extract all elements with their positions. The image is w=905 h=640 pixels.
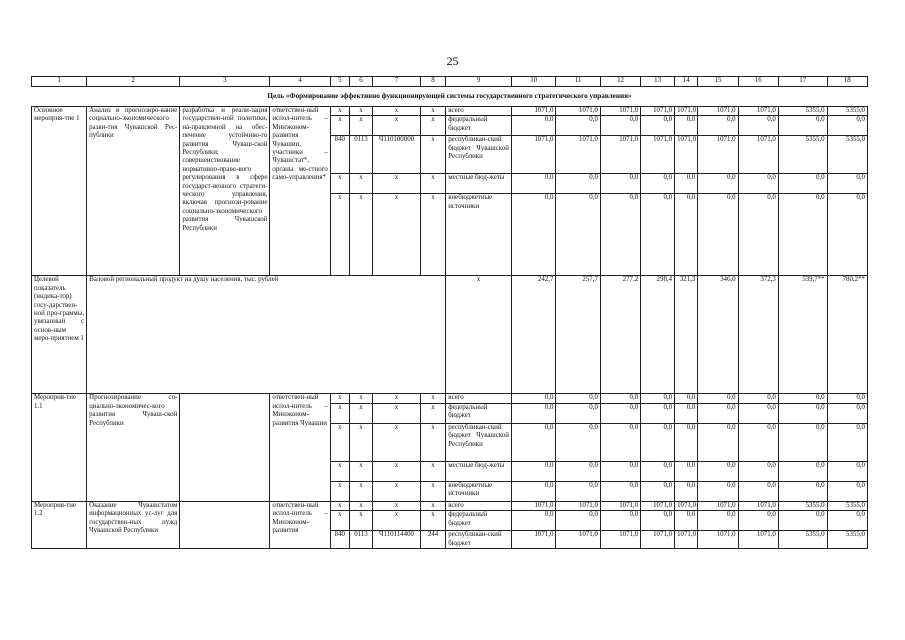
funding-row (32, 501, 868, 510)
grbs-code: x (330, 423, 349, 461)
column-number: 8 (420, 77, 445, 87)
funding-value: 0,0 (511, 461, 556, 481)
column-number: 17 (778, 77, 827, 87)
funding-row (32, 394, 868, 403)
funding-value: 0,0 (675, 116, 698, 136)
funding-value: 0,0 (675, 511, 698, 531)
funding-value: 1071,0 (641, 531, 675, 549)
funding-value: 0,0 (511, 174, 556, 194)
funding-value: 0,0 (827, 194, 867, 276)
section-code: x (349, 461, 372, 481)
column-number: 16 (738, 77, 778, 87)
funding-value: 1071,0 (738, 531, 778, 549)
funding-value: 0,0 (778, 194, 827, 276)
indicator-row (32, 276, 868, 394)
funding-value: 5355,0 (827, 531, 867, 549)
table-body (32, 77, 868, 549)
funding-value: 0,0 (511, 481, 556, 501)
funding-value: 1071,0 (698, 107, 738, 116)
funding-value: 0,0 (600, 461, 640, 481)
funding-value: 1071,0 (675, 531, 698, 549)
expense-type-code: x (420, 403, 445, 423)
indicator-unit-mark: x (446, 276, 512, 394)
funding-value: 1071,0 (600, 501, 640, 510)
indicator-value: 346,0 (698, 276, 738, 394)
funding-value: 0,0 (827, 403, 867, 423)
funding-value: 0,0 (778, 394, 827, 403)
funding-value: 5355,0 (778, 136, 827, 174)
page-number: 25 (446, 54, 459, 68)
section-code: x (349, 481, 372, 501)
funding-source: республикан-ский бюджет Чувашской Республики (446, 423, 512, 461)
program-table (31, 76, 868, 549)
funding-value: 0,0 (698, 116, 738, 136)
expense-type-code: x (420, 423, 445, 461)
funding-source: местные бюд-жеты (446, 461, 512, 481)
grbs-code: x (330, 107, 349, 116)
indicator-name: Целевой показатель (индика-тор) госу-дарствен-ной про-граммы, увязанный с основ-ным меро-приятием 1 (32, 276, 87, 394)
funding-value: 0,0 (675, 174, 698, 194)
funding-value: 0,0 (511, 116, 556, 136)
funding-value: 0,0 (738, 394, 778, 403)
target-article-code: x (373, 116, 421, 136)
funding-value: 0,0 (698, 481, 738, 501)
target-article-code: x (373, 511, 421, 531)
funding-value: 0,0 (675, 394, 698, 403)
expense-type-code: 244 (420, 531, 445, 549)
funding-value: 1071,0 (698, 501, 738, 510)
activity-title: Анализ и прогнозиро-вание социально-экономического разви-тия Чувашской Рес-публики (87, 107, 180, 276)
column-number: 2 (87, 77, 180, 87)
funding-value: 0,0 (778, 481, 827, 501)
funding-value: 0,0 (600, 174, 640, 194)
funding-value: 0,0 (641, 174, 675, 194)
funding-value: 5355,0 (778, 531, 827, 549)
expense-type-code: x (420, 511, 445, 531)
activity-name: Основное мероприя-тие 1 (32, 107, 87, 276)
activity-title: Оказание Чувашстатом информационных ус-луг для государствен-ных нужд Чувашской Республики (87, 501, 180, 548)
column-number: 13 (641, 77, 675, 87)
column-number: 5 (330, 77, 349, 87)
funding-value: 0,0 (827, 461, 867, 481)
funding-value: 1071,0 (698, 136, 738, 174)
funding-value: 0,0 (556, 481, 601, 501)
expense-type-code: x (420, 174, 445, 194)
funding-source: всего (446, 394, 512, 403)
funding-value: 0,0 (675, 481, 698, 501)
funding-value: 0,0 (600, 116, 640, 136)
grbs-code: x (330, 174, 349, 194)
expense-type-code: x (420, 136, 445, 174)
funding-value: 0,0 (778, 461, 827, 481)
funding-source: республикан-ский бюджет (446, 531, 512, 549)
expense-type-code: x (420, 501, 445, 510)
column-number: 3 (180, 77, 270, 87)
target-article-code: x (373, 403, 421, 423)
funding-value: 1071,0 (511, 501, 556, 510)
indicator-value: 298,4 (641, 276, 675, 394)
funding-value: 0,0 (641, 423, 675, 461)
activity-executor: ответствен-ный испол-нитель – Минэконом-развития (270, 501, 330, 548)
funding-value: 5355,0 (778, 107, 827, 116)
expense-type-code: x (420, 461, 445, 481)
funding-value: 1071,0 (675, 107, 698, 116)
column-number: 9 (446, 77, 512, 87)
funding-value: 0,0 (698, 403, 738, 423)
section-code: x (349, 511, 372, 531)
funding-value: 1071,0 (698, 531, 738, 549)
section-code: x (349, 501, 372, 510)
grbs-code: x (330, 394, 349, 403)
goal-heading: Цель «Формирование эффективно функционирующей системы государственного стратегического управления» (32, 87, 868, 107)
funding-value: 0,0 (738, 116, 778, 136)
funding-value: 0,0 (698, 511, 738, 531)
grbs-code: x (330, 116, 349, 136)
funding-value: 1071,0 (556, 531, 601, 549)
column-number: 6 (349, 77, 372, 87)
funding-value: 1071,0 (641, 136, 675, 174)
column-number: 11 (556, 77, 601, 87)
funding-value: 1071,0 (641, 107, 675, 116)
funding-value: 1071,0 (641, 501, 675, 510)
funding-value: 0,0 (641, 481, 675, 501)
activity-name: Мероприя-тие 1.1 (32, 394, 87, 501)
funding-value: 1071,0 (738, 136, 778, 174)
funding-value: 0,0 (778, 403, 827, 423)
funding-value: 0,0 (827, 511, 867, 531)
section-code: x (349, 403, 372, 423)
expense-type-code: x (420, 394, 445, 403)
funding-source: федеральный бюджет (446, 511, 512, 531)
funding-value: 0,0 (698, 423, 738, 461)
indicator-value: 780,2** (827, 276, 867, 394)
funding-value: 1071,0 (511, 107, 556, 116)
funding-value: 0,0 (556, 423, 601, 461)
target-article-code: Ч110114400 (373, 531, 421, 549)
funding-value: 1071,0 (600, 107, 640, 116)
funding-value: 5355,0 (827, 501, 867, 510)
indicator-value: 257,7 (556, 276, 601, 394)
expense-type-code: x (420, 107, 445, 116)
funding-value: 0,0 (827, 423, 867, 461)
goal-row (32, 87, 868, 107)
funding-value: 0,0 (827, 116, 867, 136)
funding-value: 0,0 (738, 461, 778, 481)
funding-value: 0,0 (738, 194, 778, 276)
funding-value: 0,0 (778, 423, 827, 461)
target-article-code: x (373, 194, 421, 276)
funding-value: 1071,0 (556, 107, 601, 116)
funding-value: 0,0 (827, 174, 867, 194)
funding-source: внебюджетные источники (446, 481, 512, 501)
column-number: 15 (698, 77, 738, 87)
target-article-code: x (373, 174, 421, 194)
funding-value: 0,0 (600, 423, 640, 461)
grbs-code: 840 (330, 531, 349, 549)
funding-value: 0,0 (556, 174, 601, 194)
funding-value: 1071,0 (675, 136, 698, 174)
section-code: x (349, 423, 372, 461)
column-number-row (32, 77, 868, 87)
funding-value: 0,0 (556, 194, 601, 276)
funding-value: 0,0 (511, 423, 556, 461)
grbs-code: x (330, 461, 349, 481)
funding-value: 0,0 (641, 461, 675, 481)
funding-value: 1071,0 (600, 136, 640, 174)
section-code: x (349, 194, 372, 276)
grbs-code: x (330, 194, 349, 276)
funding-value: 0,0 (511, 394, 556, 403)
section-code: 0113 (349, 531, 372, 549)
section-code: x (349, 116, 372, 136)
funding-value: 0,0 (641, 511, 675, 531)
funding-value: 0,0 (641, 116, 675, 136)
activity-result (180, 394, 270, 501)
funding-value: 0,0 (738, 481, 778, 501)
activity-result (180, 501, 270, 548)
funding-value: 0,0 (556, 511, 601, 531)
column-number: 14 (675, 77, 698, 87)
column-number: 7 (373, 77, 421, 87)
funding-source: всего (446, 107, 512, 116)
grbs-code: x (330, 501, 349, 510)
target-article-code: x (373, 107, 421, 116)
indicator-value: 277,2 (600, 276, 640, 394)
funding-value: 1071,0 (556, 501, 601, 510)
section-code: 0113 (349, 136, 372, 174)
funding-source: всего (446, 501, 512, 510)
section-code: x (349, 107, 372, 116)
grbs-code: x (330, 511, 349, 531)
funding-value: 0,0 (738, 403, 778, 423)
funding-value: 0,0 (511, 511, 556, 531)
funding-source: федеральный бюджет (446, 403, 512, 423)
grbs-code: x (330, 403, 349, 423)
activity-title: Прогнозирование со-циально-экономичес-кого развития Чуваш-ской Республики (87, 394, 180, 501)
funding-value: 0,0 (827, 394, 867, 403)
funding-value: 0,0 (556, 116, 601, 136)
indicator-value: 321,3 (675, 276, 698, 394)
indicator-value: 372,3 (738, 276, 778, 394)
target-article-code: x (373, 501, 421, 510)
activity-name: Мероприя-тие 1.2 (32, 501, 87, 548)
indicator-value: 539,7** (778, 276, 827, 394)
target-article-code: x (373, 423, 421, 461)
column-number: 4 (270, 77, 330, 87)
funding-value: 0,0 (511, 403, 556, 423)
expense-type-code: x (420, 481, 445, 501)
funding-value: 0,0 (675, 461, 698, 481)
funding-value: 1071,0 (738, 501, 778, 510)
indicator-value: 242,7 (511, 276, 556, 394)
funding-value: 0,0 (778, 174, 827, 194)
target-article-code: x (373, 394, 421, 403)
funding-value: 0,0 (600, 403, 640, 423)
grbs-code: x (330, 481, 349, 501)
activity-result: разработка и реали-зация государствен-ной политики, на-правленной на обес-печение устойчиво-го развития Чуваш-ской Республики; совершенствование нормативно-право-вого регулирования в сфере государст-венного стратеги-ческого управления, включая прогнози-рование социально-экономического развития Чувашской Республики (180, 107, 270, 276)
funding-value: 0,0 (698, 194, 738, 276)
funding-value: 0,0 (698, 394, 738, 403)
funding-value: 5355,0 (827, 136, 867, 174)
funding-value: 0,0 (556, 403, 601, 423)
funding-value: 5355,0 (827, 107, 867, 116)
indicator-title: Валовой региональный продукт на душу населения, тыс. рублей (87, 276, 446, 394)
column-number: 12 (600, 77, 640, 87)
funding-value: 1071,0 (556, 136, 601, 174)
activity-executor: ответствен-ный испол-нитель – Минэконом-развития Чувашии (270, 394, 330, 501)
funding-source: внебюджетные источники (446, 194, 512, 276)
funding-value: 0,0 (641, 403, 675, 423)
funding-value: 0,0 (675, 403, 698, 423)
target-article-code: x (373, 481, 421, 501)
funding-value: 0,0 (778, 511, 827, 531)
funding-value: 1071,0 (511, 531, 556, 549)
funding-value: 0,0 (675, 423, 698, 461)
funding-value: 0,0 (698, 174, 738, 194)
expense-type-code: x (420, 194, 445, 276)
funding-value: 0,0 (600, 481, 640, 501)
funding-value: 1071,0 (675, 501, 698, 510)
funding-value: 1071,0 (600, 531, 640, 549)
funding-value: 0,0 (600, 511, 640, 531)
funding-value: 5355,0 (778, 501, 827, 510)
funding-source: федеральный бюджет (446, 116, 512, 136)
funding-value: 0,0 (511, 194, 556, 276)
funding-value: 1071,0 (738, 107, 778, 116)
funding-value: 0,0 (698, 461, 738, 481)
column-number: 10 (511, 77, 556, 87)
funding-value: 0,0 (738, 174, 778, 194)
funding-source: республикан-ский бюджет Чувашской Республики (446, 136, 512, 174)
expense-type-code: x (420, 116, 445, 136)
funding-value: 0,0 (827, 481, 867, 501)
column-number: 1 (32, 77, 87, 87)
section-code: x (349, 174, 372, 194)
activity-executor: ответствен-ный испол-нитель – Минэконом-развития Чувашии, участники – Чувашстат*, органы ме-стного само-управления* (270, 107, 330, 276)
funding-value: 0,0 (675, 194, 698, 276)
target-article-code: Ч110100000 (373, 136, 421, 174)
target-article-code: x (373, 461, 421, 481)
funding-value: 0,0 (738, 423, 778, 461)
funding-value: 0,0 (778, 116, 827, 136)
funding-value: 0,0 (738, 511, 778, 531)
section-code: x (349, 394, 372, 403)
column-number: 18 (827, 77, 867, 87)
funding-value: 0,0 (641, 394, 675, 403)
funding-row (32, 107, 868, 116)
funding-source: местные бюд-жеты (446, 174, 512, 194)
funding-value: 0,0 (641, 194, 675, 276)
funding-value: 0,0 (556, 461, 601, 481)
funding-value: 0,0 (600, 194, 640, 276)
funding-value: 1071,0 (511, 136, 556, 174)
grbs-code: 840 (330, 136, 349, 174)
funding-value: 0,0 (556, 394, 601, 403)
funding-value: 0,0 (600, 394, 640, 403)
